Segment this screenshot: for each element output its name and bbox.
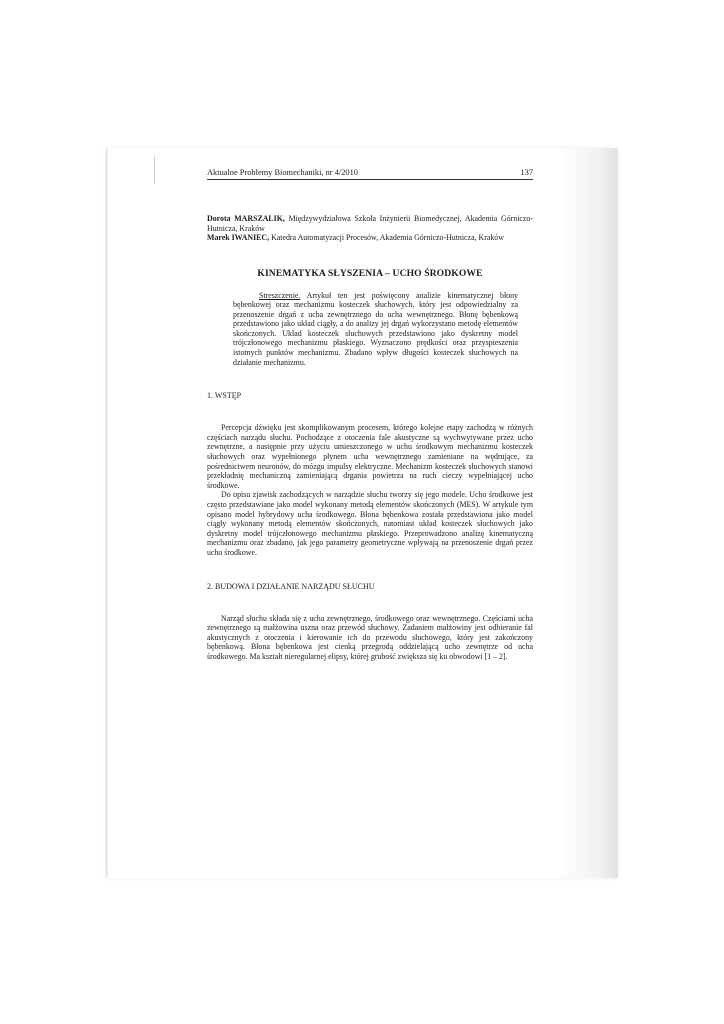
- running-head: [207, 168, 533, 180]
- paragraph: Percepcja dźwięku jest skomplikowanym procesem, którego kolejne etapy zachodzą w różnych częściach narządu słuchu. Pochodzące z otoczenia fale akustyczne są wychwytywane przez ucho zewnętrzne, a następnie przy użyciu umieszczonego w uchu środkowym mechanizmu kosteczek słuchowych oraz wypełnionego płynem ucha wewnętrznego zamieniane na wędrujące, za pośrednictwem neuronów, do mózgu impulsy elektryczne. Mechanizm kosteczek słuchowych stanowi przekładnię mechaniczną zamieniającą drgania powietrza na ruch cieczy wypełniającej ucho środkowe.: [207, 423, 533, 490]
- paragraph: Do opisu zjawisk zachodzących w narządzie słuchu tworzy się jego modele. Ucho środkowe jest często przedstawiane jako model wykonany metodą elementów skończonych (MES). W artykule tym opisano model hybrydowy ucha środkowego. Błona bębenkowa została przedstawiona jako model ciągły wykonany metodą elementów skończonych, natomiast układ kosteczek słuchowych jako dyskretny model trójczłonowego mechanizmu płaskiego. Przeprowadzono analizę kinematyczną mechanizmu oraz zbadano, jak jego parametry geometryczne wpływają na przenoszenie drgań przez ucho środkowe.: [207, 490, 533, 557]
- abstract-text: Artykuł ten jest poświęcony analizie kinematycznej błony bębenkowej oraz mechanizmu kosteczek słuchowych, który jest odpowiedzialny za przenoszenie drgań z ucha zewnętrznego do ucha wewnętrznego. Błonę bębenkową przedstawiono jako układ ciągły, a do analizy jej drgań wykorzystano metodę elementów skończonych. Układ kosteczek słuchowych przedstawiono jako dyskretny model trójczłonowego mechanizmu płaskiego. Wyznaczono prędkości oraz przyspieszenia istotnych punktów mechanizmu. Zbadano wpływ długości kosteczek słuchowych na działanie mechanizmu.: [233, 290, 518, 367]
- author-name: Dorota MARSZALIK,: [207, 214, 285, 223]
- author-name: Marek IWANIEC,: [207, 233, 270, 242]
- journal-name: Aktualne Problemy Biomechaniki, nr 4/2010: [207, 168, 358, 177]
- abstract-label: Streszczenie.: [259, 290, 301, 300]
- author-affiliation: Międzywydziałowa Szkoła Inżynierii Biomedycznej, Akademia Górniczo-Hutnicza, Kraków: [207, 214, 533, 233]
- page-content: [207, 168, 533, 662]
- author-entry: [207, 233, 533, 243]
- author-affiliation: Katedra Automatyzacji Procesów, Akademia Górniczo-Hutnicza, Kraków: [271, 233, 504, 242]
- abstract: [233, 291, 518, 368]
- section-heading: 2. BUDOWA I DZIAŁANIE NARZĄDU SŁUCHU: [207, 581, 375, 591]
- author-entry: [207, 214, 533, 233]
- paragraph: Narząd słuchu składa się z ucha zewnętrznego, środkowego oraz wewnętrznego. Częściami ucha zewnętrznego są małżowina uszna oraz przewód słuchowy. Zadaniem małżowiny jest odbieranie fal akustycznych z otoczenia i kierowanie ich do przewodu słuchowego, który jest zakończony bębenkową. Błona bębenkowa jest cienką przegrodą oddzielającą ucho zewnętrze od ucha środkowego. Ma kształt nieregularnej elipsy, której grubość zwiększa się ku obwodowi [1 – 2].: [207, 613, 533, 661]
- article-title: KINEMATYKA SŁYSZENIA – UCHO ŚRODKOWE: [257, 267, 483, 279]
- scan-edge-mark: [154, 156, 155, 184]
- authors-block: [207, 214, 533, 243]
- scan-edge-shadow-left: [106, 148, 108, 878]
- page-number: 137: [520, 168, 533, 177]
- scan-edge-shadow-right: [558, 148, 618, 878]
- section-heading: 1. WSTĘP: [207, 391, 242, 401]
